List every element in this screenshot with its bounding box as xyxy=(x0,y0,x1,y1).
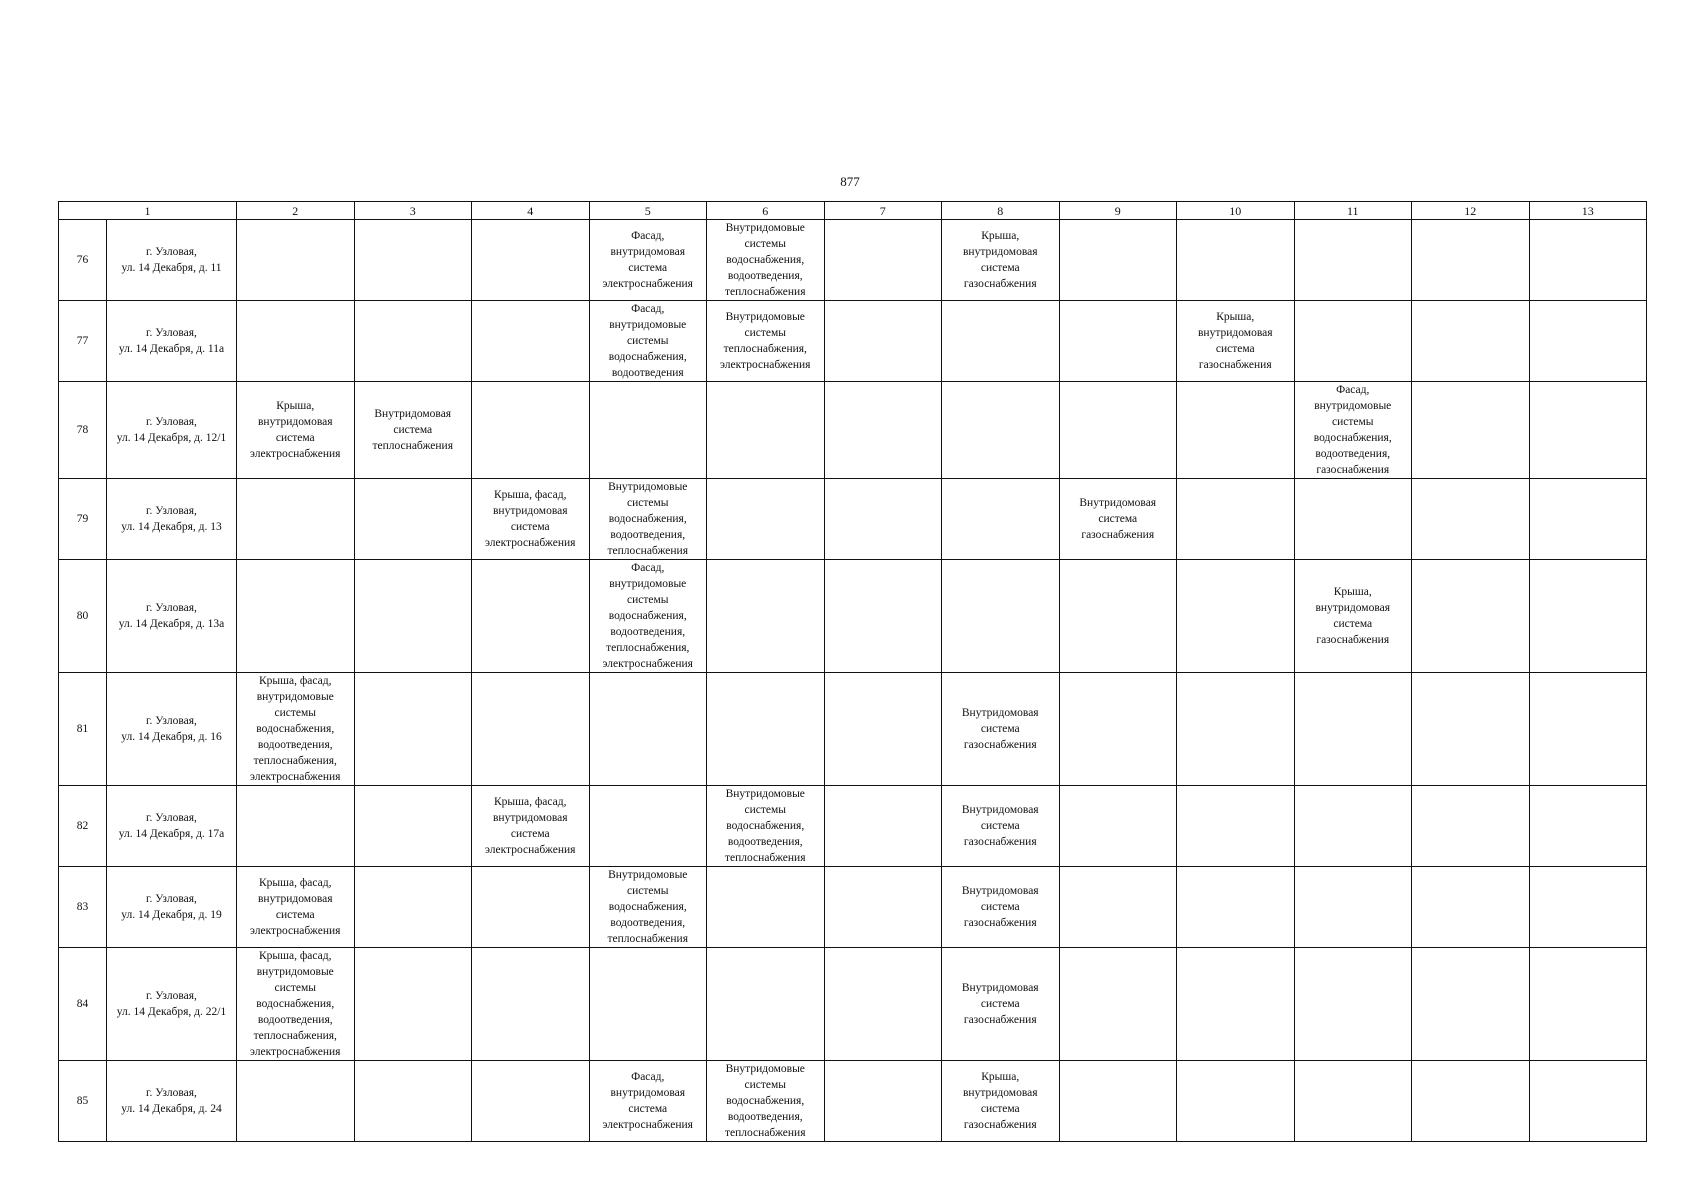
table-row xyxy=(59,867,1647,948)
column-header-5: 5 xyxy=(589,202,707,220)
cell-col-13 xyxy=(1529,1061,1647,1142)
cell-col-10 xyxy=(1177,1061,1295,1142)
cell-col-8-text: Внутридомовая система газоснабжения xyxy=(961,804,1039,848)
cell-col-7 xyxy=(824,1061,942,1142)
cell-col-5 xyxy=(589,673,707,786)
cell-col-10 xyxy=(1177,382,1295,479)
cell-col-10 xyxy=(1177,479,1295,560)
cell-col-8 xyxy=(942,673,1060,786)
cell-col-11 xyxy=(1294,220,1412,301)
cell-col-2 xyxy=(237,786,355,867)
cell-col-11 xyxy=(1294,786,1412,867)
row-address-text: г. Узловая, ул. 14 Декабря, д. 11 xyxy=(121,246,222,274)
cell-col-8 xyxy=(942,786,1060,867)
cell-col-10-text: Крыша, внутридомовая система газоснабжения xyxy=(1198,311,1273,371)
row-address-text: г. Узловая, ул. 14 Декабря, д. 13 xyxy=(121,505,222,533)
row-address xyxy=(107,948,237,1061)
cell-col-8 xyxy=(942,1061,1060,1142)
cell-col-2 xyxy=(237,301,355,382)
cell-col-11-text: Крыша, внутридомовая система газоснабжения xyxy=(1315,586,1390,646)
cell-col-11 xyxy=(1294,867,1412,948)
row-number xyxy=(59,479,107,560)
cell-col-7 xyxy=(824,948,942,1061)
cell-col-6 xyxy=(707,479,825,560)
cell-col-12 xyxy=(1412,673,1530,786)
row-number-text: 77 xyxy=(76,335,89,347)
cell-col-11 xyxy=(1294,1061,1412,1142)
column-header-3: 3 xyxy=(354,202,472,220)
cell-col-9 xyxy=(1059,220,1177,301)
cell-col-7 xyxy=(824,479,942,560)
cell-col-2 xyxy=(237,479,355,560)
cell-col-6-text: Внутридомовые системы водоснабжения, водоотведения, теплоснабжения xyxy=(725,788,806,864)
cell-col-7 xyxy=(824,673,942,786)
cell-col-2-text: Крыша, внутридомовая система электроснабжения xyxy=(250,400,341,460)
cell-col-6 xyxy=(707,786,825,867)
cell-col-11 xyxy=(1294,673,1412,786)
table-row xyxy=(59,382,1647,479)
table-row xyxy=(59,786,1647,867)
cell-col-11 xyxy=(1294,560,1412,673)
row-number xyxy=(59,301,107,382)
row-number xyxy=(59,673,107,786)
row-address-text: г. Узловая, ул. 14 Декабря, д. 17а xyxy=(118,812,225,840)
cell-col-2 xyxy=(237,867,355,948)
row-number xyxy=(59,786,107,867)
cell-col-13 xyxy=(1529,786,1647,867)
cell-col-5 xyxy=(589,1061,707,1142)
table-row xyxy=(59,948,1647,1061)
row-number-text: 82 xyxy=(76,820,89,832)
column-header-13: 13 xyxy=(1529,202,1647,220)
cell-col-3 xyxy=(354,948,472,1061)
cell-col-11 xyxy=(1294,382,1412,479)
cell-col-13 xyxy=(1529,220,1647,301)
cell-col-13 xyxy=(1529,560,1647,673)
cell-col-9 xyxy=(1059,786,1177,867)
cell-col-12 xyxy=(1412,479,1530,560)
cell-col-10 xyxy=(1177,220,1295,301)
row-address-text: г. Узловая, ул. 14 Декабря, д. 16 xyxy=(121,715,222,743)
column-header-6: 6 xyxy=(707,202,825,220)
column-header-11: 11 xyxy=(1294,202,1412,220)
cell-col-5-text: Внутридомовые системы водоснабжения, водоотведения, теплоснабжения xyxy=(607,869,688,945)
header-row xyxy=(59,202,1647,220)
cell-col-4 xyxy=(472,560,590,673)
row-number-text: 85 xyxy=(76,1095,89,1107)
cell-col-9-text: Внутридомовая система газоснабжения xyxy=(1079,497,1157,541)
row-address xyxy=(107,220,237,301)
cell-col-11 xyxy=(1294,301,1412,382)
cell-col-5 xyxy=(589,301,707,382)
cell-col-12 xyxy=(1412,786,1530,867)
cell-col-3 xyxy=(354,220,472,301)
row-address xyxy=(107,479,237,560)
cell-col-12 xyxy=(1412,948,1530,1061)
table-row xyxy=(59,479,1647,560)
cell-col-5-text: Внутридомовые системы водоснабжения, водоотведения, теплоснабжения xyxy=(607,481,688,557)
cell-col-2-text: Крыша, фасад, внутридомовая система электроснабжения xyxy=(250,877,341,937)
row-address xyxy=(107,301,237,382)
cell-col-5 xyxy=(589,560,707,673)
cell-col-5-text: Фасад, внутридомовая система электроснабжения xyxy=(602,1071,693,1131)
cell-col-2 xyxy=(237,673,355,786)
cell-col-13 xyxy=(1529,673,1647,786)
cell-col-4 xyxy=(472,867,590,948)
row-number-text: 83 xyxy=(76,901,89,913)
cell-col-2 xyxy=(237,948,355,1061)
row-number xyxy=(59,867,107,948)
row-address xyxy=(107,867,237,948)
cell-col-8 xyxy=(942,560,1060,673)
cell-col-10 xyxy=(1177,560,1295,673)
cell-col-8 xyxy=(942,301,1060,382)
cell-col-10 xyxy=(1177,867,1295,948)
row-number xyxy=(59,382,107,479)
cell-col-4 xyxy=(472,301,590,382)
cell-col-4 xyxy=(472,382,590,479)
row-number-text: 78 xyxy=(76,424,89,436)
column-header-2: 2 xyxy=(237,202,355,220)
row-address xyxy=(107,560,237,673)
cell-col-9 xyxy=(1059,382,1177,479)
cell-col-5 xyxy=(589,479,707,560)
cell-col-3 xyxy=(354,301,472,382)
row-address-text: г. Узловая, ул. 14 Декабря, д. 22/1 xyxy=(116,990,227,1018)
column-header-4: 4 xyxy=(472,202,590,220)
cell-col-9 xyxy=(1059,301,1177,382)
row-address-text: г. Узловая, ул. 14 Декабря, д. 11а xyxy=(118,327,225,355)
cell-col-9 xyxy=(1059,479,1177,560)
cell-col-9 xyxy=(1059,1061,1177,1142)
cell-col-2 xyxy=(237,382,355,479)
cell-col-4 xyxy=(472,948,590,1061)
row-address xyxy=(107,382,237,479)
cell-col-5 xyxy=(589,867,707,948)
row-number-text: 80 xyxy=(76,610,89,622)
cell-col-10 xyxy=(1177,673,1295,786)
cell-col-8 xyxy=(942,220,1060,301)
row-number xyxy=(59,948,107,1061)
cell-col-2-text: Крыша, фасад, внутридомовые системы водоснабжения, водоотведения, теплоснабжения, электроснабжения xyxy=(250,675,341,783)
cell-col-5 xyxy=(589,786,707,867)
cell-col-10 xyxy=(1177,301,1295,382)
cell-col-9 xyxy=(1059,948,1177,1061)
table-row xyxy=(59,1061,1647,1142)
cell-col-12 xyxy=(1412,301,1530,382)
cell-col-6-text: Внутридомовые системы теплоснабжения, электроснабжения xyxy=(720,311,811,371)
cell-col-13 xyxy=(1529,479,1647,560)
cell-col-12 xyxy=(1412,220,1530,301)
cell-col-10 xyxy=(1177,786,1295,867)
cell-col-4 xyxy=(472,479,590,560)
cell-col-5-text: Фасад, внутридомовые системы водоснабжения, водоотведения xyxy=(608,303,687,379)
column-header-12: 12 xyxy=(1412,202,1530,220)
row-address xyxy=(107,673,237,786)
cell-col-5-text: Фасад, внутридомовая система электроснабжения xyxy=(602,230,693,290)
cell-col-11 xyxy=(1294,479,1412,560)
cell-col-9 xyxy=(1059,867,1177,948)
cell-col-8-text: Крыша, внутридомовая система газоснабжения xyxy=(963,1071,1038,1131)
cell-col-8-text: Внутридомовая система газоснабжения xyxy=(961,885,1039,929)
column-header-8: 8 xyxy=(942,202,1060,220)
column-header-7: 7 xyxy=(824,202,942,220)
cell-col-7 xyxy=(824,382,942,479)
cell-col-7 xyxy=(824,220,942,301)
cell-col-8 xyxy=(942,382,1060,479)
cell-col-6 xyxy=(707,301,825,382)
cell-col-3 xyxy=(354,382,472,479)
row-address-text: г. Узловая, ул. 14 Декабря, д. 13а xyxy=(118,602,225,630)
cell-col-6-text: Внутридомовые системы водоснабжения, водоотведения, теплоснабжения xyxy=(725,222,806,298)
cell-col-6 xyxy=(707,560,825,673)
cell-col-4 xyxy=(472,220,590,301)
cell-col-3 xyxy=(354,673,472,786)
row-number xyxy=(59,220,107,301)
row-address xyxy=(107,786,237,867)
cell-col-8-text: Внутридомовая система газоснабжения xyxy=(961,982,1039,1026)
cell-col-3 xyxy=(354,560,472,673)
cell-col-5-text: Фасад, внутридомовые системы водоснабжения, водоотведения, теплоснабжения, электроснабжения xyxy=(602,562,693,670)
column-header-9: 9 xyxy=(1059,202,1177,220)
cell-col-12 xyxy=(1412,560,1530,673)
cell-col-3 xyxy=(354,786,472,867)
cell-col-3-text: Внутридомовая система теплоснабжения xyxy=(372,408,453,452)
table-header xyxy=(59,202,1647,220)
cell-col-6-text: Внутридомовые системы водоснабжения, водоотведения, теплоснабжения xyxy=(725,1063,806,1139)
row-number-text: 84 xyxy=(76,998,89,1010)
cell-col-12 xyxy=(1412,867,1530,948)
cell-col-7 xyxy=(824,301,942,382)
row-address-text: г. Узловая, ул. 14 Декабря, д. 12/1 xyxy=(116,416,227,444)
cell-col-6 xyxy=(707,1061,825,1142)
cell-col-3 xyxy=(354,479,472,560)
cell-col-6 xyxy=(707,867,825,948)
table-row xyxy=(59,673,1647,786)
cell-col-4 xyxy=(472,786,590,867)
cell-col-4 xyxy=(472,1061,590,1142)
column-header-1: 1 xyxy=(59,202,237,220)
column-header-10: 10 xyxy=(1177,202,1295,220)
cell-col-4-text: Крыша, фасад, внутридомовая система электроснабжения xyxy=(485,489,576,549)
cell-col-6 xyxy=(707,673,825,786)
cell-col-11-text: Фасад, внутридомовые системы водоснабжения, водоотведения, газоснабжения xyxy=(1313,384,1392,476)
cell-col-11 xyxy=(1294,948,1412,1061)
row-address xyxy=(107,1061,237,1142)
row-number-text: 79 xyxy=(76,513,89,525)
row-number-text: 76 xyxy=(76,254,89,266)
cell-col-5 xyxy=(589,948,707,1061)
cell-col-7 xyxy=(824,867,942,948)
table-row xyxy=(59,560,1647,673)
cell-col-8 xyxy=(942,948,1060,1061)
cell-col-8 xyxy=(942,479,1060,560)
row-address-text: г. Узловая, ул. 14 Декабря, д. 19 xyxy=(121,893,222,921)
row-number-text: 81 xyxy=(76,723,89,735)
cell-col-3 xyxy=(354,867,472,948)
cell-col-9 xyxy=(1059,673,1177,786)
table-row xyxy=(59,220,1647,301)
cell-col-3 xyxy=(354,1061,472,1142)
cell-col-7 xyxy=(824,786,942,867)
cell-col-4 xyxy=(472,673,590,786)
cell-col-7 xyxy=(824,560,942,673)
cell-col-13 xyxy=(1529,867,1647,948)
cell-col-13 xyxy=(1529,301,1647,382)
cell-col-13 xyxy=(1529,948,1647,1061)
cell-col-10 xyxy=(1177,948,1295,1061)
cell-col-12 xyxy=(1412,1061,1530,1142)
row-address-text: г. Узловая, ул. 14 Декабря, д. 24 xyxy=(121,1087,222,1115)
row-number xyxy=(59,560,107,673)
cell-col-4-text: Крыша, фасад, внутридомовая система электроснабжения xyxy=(485,796,576,856)
cell-col-12 xyxy=(1412,382,1530,479)
cell-col-2 xyxy=(237,220,355,301)
table-row xyxy=(59,301,1647,382)
cell-col-6 xyxy=(707,220,825,301)
cell-col-8 xyxy=(942,867,1060,948)
cell-col-6 xyxy=(707,382,825,479)
cell-col-2 xyxy=(237,560,355,673)
cell-col-8-text: Крыша, внутридомовая система газоснабжения xyxy=(963,230,1038,290)
cell-col-5 xyxy=(589,382,707,479)
cell-col-2-text: Крыша, фасад, внутридомовые системы водоснабжения, водоотведения, теплоснабжения, электроснабжения xyxy=(250,950,341,1058)
cell-col-5 xyxy=(589,220,707,301)
cell-col-9 xyxy=(1059,560,1177,673)
cell-col-2 xyxy=(237,1061,355,1142)
table-body xyxy=(59,220,1647,1142)
repair-schedule-table xyxy=(58,201,1647,1142)
page-number: 877 xyxy=(840,174,860,189)
cell-col-13 xyxy=(1529,382,1647,479)
cell-col-8-text: Внутридомовая система газоснабжения xyxy=(961,707,1039,751)
row-number xyxy=(59,1061,107,1142)
cell-col-6 xyxy=(707,948,825,1061)
